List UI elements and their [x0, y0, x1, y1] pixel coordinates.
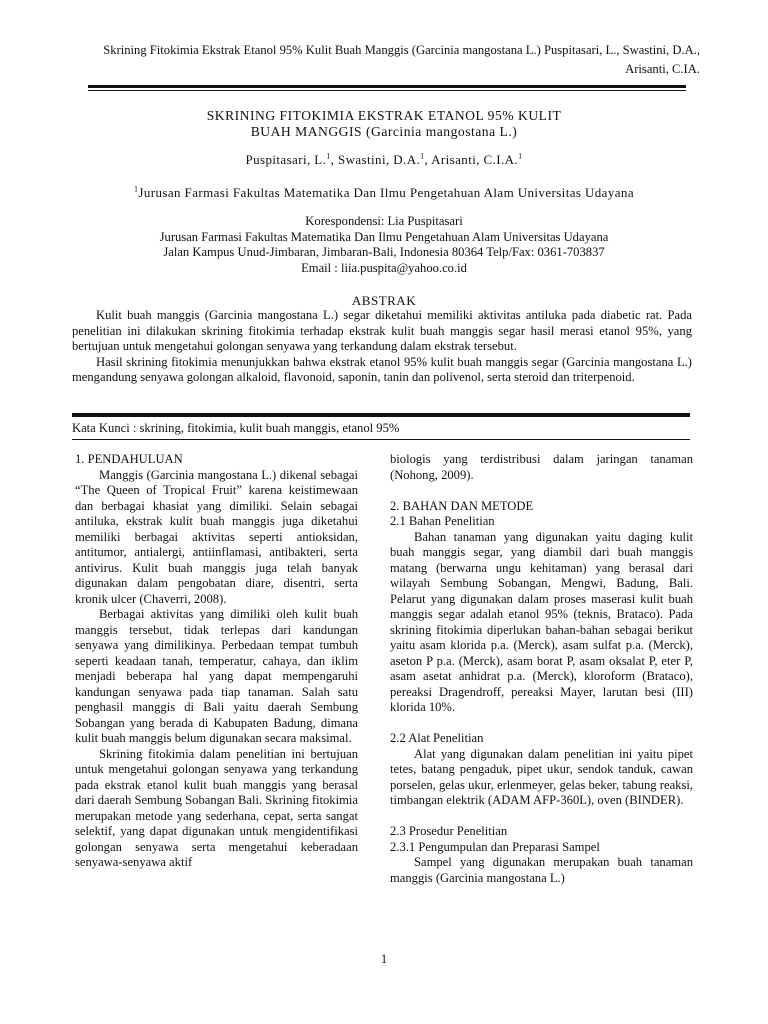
correspondence-block	[70, 214, 698, 276]
affiliation	[70, 185, 698, 201]
subsection-heading-prosedur: 2.3 Prosedur Penelitian	[390, 824, 508, 838]
body-paragraph: Alat yang digunakan dalam penelitian ini yaitu pipet tetes, batang pengaduk, pipet ukur, sendok tanduk, cawan porselen, gelas ukur, erlenmeyer, gelas beker, tabung reaksi, timbangan elektrik (ADAM AFP-360L), oven (BINDER).	[390, 746, 693, 807]
keywords: Kata Kunci : skrining, fitokimia, kulit buah manggis, etanol 95%	[72, 421, 400, 435]
keywords-rule	[72, 439, 690, 440]
spacer	[390, 809, 693, 825]
abstract-rule	[72, 413, 690, 417]
abstract-paragraph-2: Hasil skrining fitokimia menunjukkan bahwa ekstrak etanol 95% kulit buah manggis segar (Garcinia mangostana L.) mengandung senyawa golongan alkaloid, flavonoid, saponin, tanin dan polivenol, serta steroid dan triterpenoid.	[72, 354, 692, 384]
body-paragraph: biologis yang terdistribusi dalam jaringan tanaman (Nohong, 2009).	[390, 452, 693, 482]
section-heading-pendahuluan: 1. PENDAHULUAN	[75, 452, 183, 466]
correspondence-name: Korespondensi: Lia Puspitasari	[305, 214, 463, 228]
author-3: , Arisanti, C.I.A.	[424, 152, 519, 167]
author-list	[70, 152, 698, 168]
abstract-body	[72, 308, 692, 386]
author-2-affil: 1	[420, 151, 425, 161]
body-paragraph: Bahan tanaman yang digunakan yaitu daging kulit buah manggis segar, yang diambil dari buah manggis matang (berwarna ungu kehitaman) yang berasal dari wilayah Sembung Sobangan, Mengwi, Badung, Bali. Pelarut yang digunakan dalam proses maserasi kulit buah manggis segar adalah etanol 95% (teknis, Brataco). Pada skrining fitokimia diperlukan bahan-bahan sebagai berikut yaitu asam klorida p.a. (Merck), asam sulfat p.a. (Merck), aseton P p.a. (Merck), asam borat P, asam oksalat P, eter P, asam asetat anhidrat p.a. (Merck), kloroform (Brataco), pereaksi Dragendroff, pereaksi Mayer, larutan besi (III) klorida 10%.	[390, 529, 693, 714]
spacer	[390, 483, 693, 499]
paper-title	[70, 108, 698, 140]
subsection-heading-sampel: 2.3.1 Pengumpulan dan Preparasi Sampel	[390, 839, 600, 854]
running-header: Skrining Fitokimia Ekstrak Etanol 95% Kulit Buah Manggis (Garcinia mangostana L.) Puspitasari, L., Swastini, D.A., Arisanti, C.IA.	[103, 43, 700, 76]
author-1-affil: 1	[326, 151, 331, 161]
left-column	[75, 452, 358, 871]
body-paragraph: Sampel yang digunakan merupakan buah tanaman manggis (Garcinia mangostana L.)	[390, 855, 693, 885]
body-paragraph: Manggis (Garcinia mangostana L.) dikenal sebagai “The Queen of Tropical Fruit” karena keistimewaan dan berbagai khasiat yang dimiliki. Selain sebagai antiluka, ekstrak kulit buah manggis juga diketahui memiliki berbagai aktivitas seperti antioksidan, antitumor, antialergi, antiinflamasi, antibakteri, serta antivirus. Kulit buah manggis juga telah banyak digunakan dalam pengobatan diare, disentri, serta kronik ulcer (Chaverri, 2008).	[75, 467, 358, 606]
subsection-heading-alat: 2.2 Alat Penelitian	[390, 731, 484, 745]
affiliation-text: Jurusan Farmasi Fakultas Matematika Dan Ilmu Pengetahuan Alam Universitas Udayana	[138, 185, 634, 200]
header-rule-thin	[88, 90, 686, 91]
body-paragraph: Skrining fitokimia dalam penelitian ini bertujuan untuk mengetahui golongan senyawa yang terkandung pada ekstrak etanol kulit buah manggis yang berasal dari daerah Sembung Sobangan Bali. Skrining fitokimia merupakan metode yang sederhana, cepat, serta sangat selektif, yang dapat digunakan untuk mengidentifikasi golongan senyawa serta mengetahui keberadaan senyawa-senyawa aktif	[75, 746, 358, 869]
author-1: Puspitasari, L.	[245, 152, 327, 167]
header-rule-thick	[88, 85, 686, 88]
author-2: , Swastini, D.A.	[330, 152, 421, 167]
affiliation-marker: 1	[133, 184, 139, 194]
spacer	[390, 716, 693, 732]
subsection-heading-bahan: 2.1 Bahan Penelitian	[390, 514, 495, 528]
title-line-1: SKRINING FITOKIMIA EKSTRAK ETANOL 95% KULIT	[206, 108, 562, 123]
body-paragraph: Berbagai aktivitas yang dimiliki oleh kulit buah manggis tersebut, tidak terlepas dari kandungan senyawa yang dimilikinya. Perbedaan tempat tumbuh seperti keadaan tanah, temperatur, cahaya, dan iklim menjadi beberapa hal yang dapat mempengaruhi kandungan senyawa pada tiap tanaman. Salah satu penghasil manggis di Bali yaitu daerah Sembung Sobangan yang berada di Kabupaten Badung, dimana kulit buah manggis belum digunakan secara maksimal.	[75, 607, 358, 745]
author-3-affil: 1	[518, 151, 523, 161]
correspondence-address: Jalan Kampus Unud-Jimbaran, Jimbaran-Bali, Indonesia 80364 Telp/Fax: 0361-703837	[163, 245, 605, 259]
abstract-paragraph-1: Kulit buah manggis (Garcinia mangostana L.) segar diketahui memiliki aktivitas antiluka pada diabetic rat. Pada penelitian ini dilakukan skrining fitokimia terhadap ekstrak kulit buah manggis segar hasil merasi etanol 95%, yang bertujuan untuk mengetahui golongan senyawa yang terkandung dalam ekstrak tersebut.	[72, 308, 692, 353]
abstract-heading: ABSTRAK	[351, 293, 417, 308]
correspondence-email: Email : liia.puspita@yahoo.co.id	[301, 260, 467, 275]
page-number: 1	[380, 952, 388, 966]
section-heading-bahan-metode: 2. BAHAN DAN METODE	[390, 498, 534, 513]
title-line-2: BUAH MANGGIS (Garcinia mangostana L.)	[250, 124, 518, 139]
correspondence-dept: Jurusan Farmasi Fakultas Matematika Dan Ilmu Pengetahuan Alam Universitas Udayana	[159, 229, 609, 244]
right-column	[390, 452, 693, 886]
